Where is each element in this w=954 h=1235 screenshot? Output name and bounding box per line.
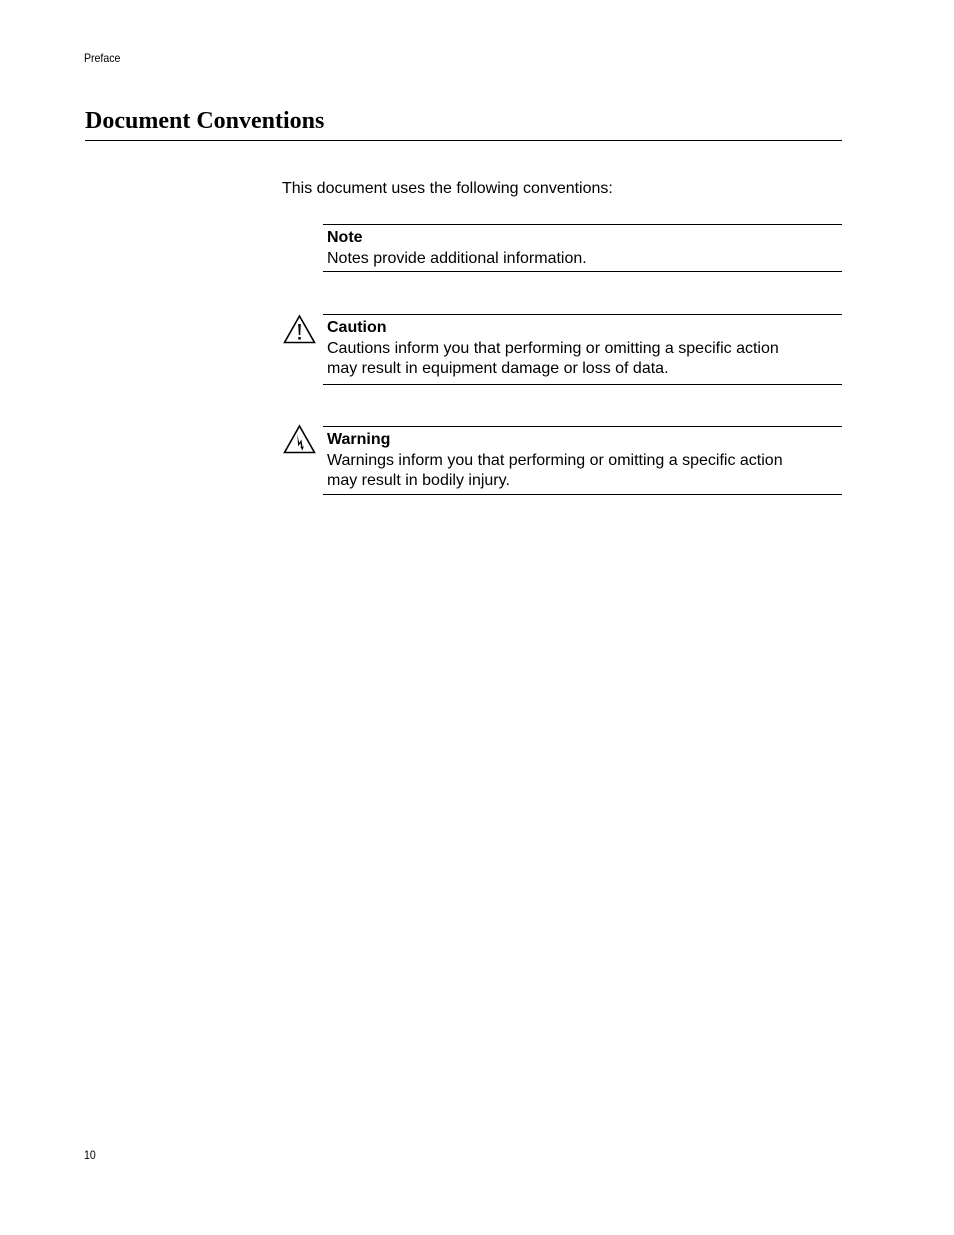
caution-title: Caution xyxy=(327,319,387,336)
caution-body-line: may result in equipment damage or loss of data. xyxy=(327,360,669,377)
title-rule xyxy=(85,140,842,141)
warning-body xyxy=(327,451,842,491)
warning-icon xyxy=(283,424,316,454)
page-number: 10 xyxy=(84,1148,96,1162)
running-header: Preface xyxy=(84,51,121,65)
note-box xyxy=(323,224,842,272)
intro-text: This document uses the following conventions: xyxy=(282,180,613,197)
caution-body xyxy=(327,339,842,379)
page-title: Document Conventions xyxy=(85,108,325,134)
warning-body-line: may result in bodily injury. xyxy=(327,472,510,489)
warning-box xyxy=(323,426,842,495)
note-body: Notes provide additional information. xyxy=(327,250,587,267)
caution-icon xyxy=(283,314,316,344)
caution-box xyxy=(323,314,842,385)
warning-body-line: Warnings inform you that performing or omitting a specific action xyxy=(327,452,783,469)
caution-body-line: Cautions inform you that performing or omitting a specific action xyxy=(327,340,779,357)
warning-title: Warning xyxy=(327,431,391,448)
note-title: Note xyxy=(327,229,363,246)
